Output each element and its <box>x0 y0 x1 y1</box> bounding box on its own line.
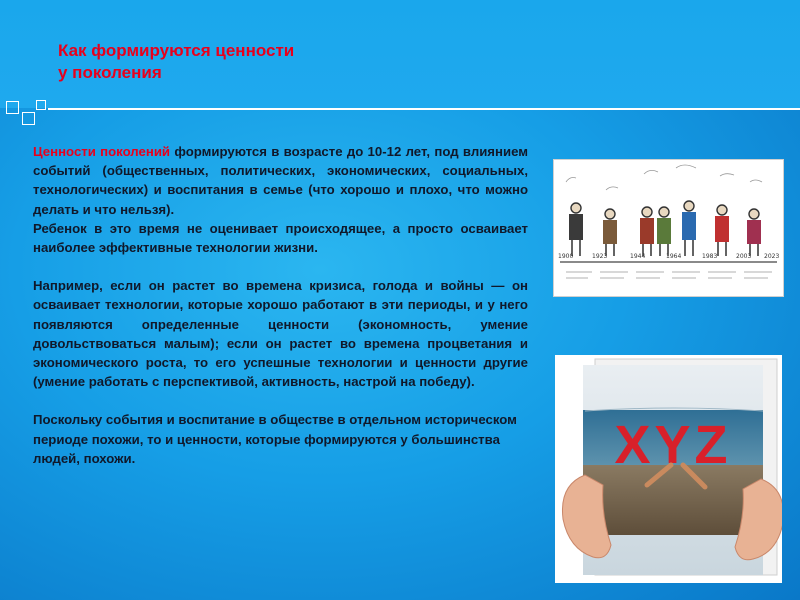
year-label: 1923 <box>592 253 608 260</box>
highlight-term: Ценности поколений <box>33 144 171 159</box>
decor-square <box>36 100 46 110</box>
paragraph-2: Например, если он растет во времена кризиса, голода и войны — он осваивает технологии, которые хорошо работают в эти периоды, и у него появляются определенные ценности (экономность, умение довольствоваться малым); если он растет во времена процветания и экономического роста, то его успешные технологии и ценности другие (умение работать с перспективой, активность, настрой на победу). <box>33 278 528 390</box>
decor-square <box>6 101 19 114</box>
year-label: 1900 <box>558 253 574 260</box>
year-label: 2023 <box>764 253 780 260</box>
body-text <box>33 142 528 468</box>
slide-title <box>58 40 294 84</box>
generations-timeline-image <box>553 159 784 297</box>
header-divider <box>48 108 800 110</box>
book-xyz-image <box>555 355 782 583</box>
year-label: 1983 <box>702 253 718 260</box>
decor-square <box>22 112 35 125</box>
paragraph-1: Ценности поколений формируются в возрасте до 10-12 лет, под влиянием событий (общественных, политических, экономических, социальных, технологических) и воспитания в семье (что хорошо и плохо, что можно делать и что нельзя). Ребенок в это время не оценивает происходящее, а просто осваивает наиболее эффективные технологии жизни. <box>33 144 528 256</box>
title-line-1: Как формируются ценности <box>58 41 295 60</box>
title-line-2: у поколения <box>58 63 162 82</box>
book-cover-text: XYZ <box>614 415 732 475</box>
year-label: 1964 <box>666 253 682 260</box>
paragraph-3: Поскольку события и воспитание в обществе в отдельном историческом периоде похожи, то и ценности, которые формируются у большинства людей, похожи. <box>33 412 517 466</box>
year-label: 1944 <box>630 253 646 260</box>
year-label: 2003 <box>736 253 752 260</box>
